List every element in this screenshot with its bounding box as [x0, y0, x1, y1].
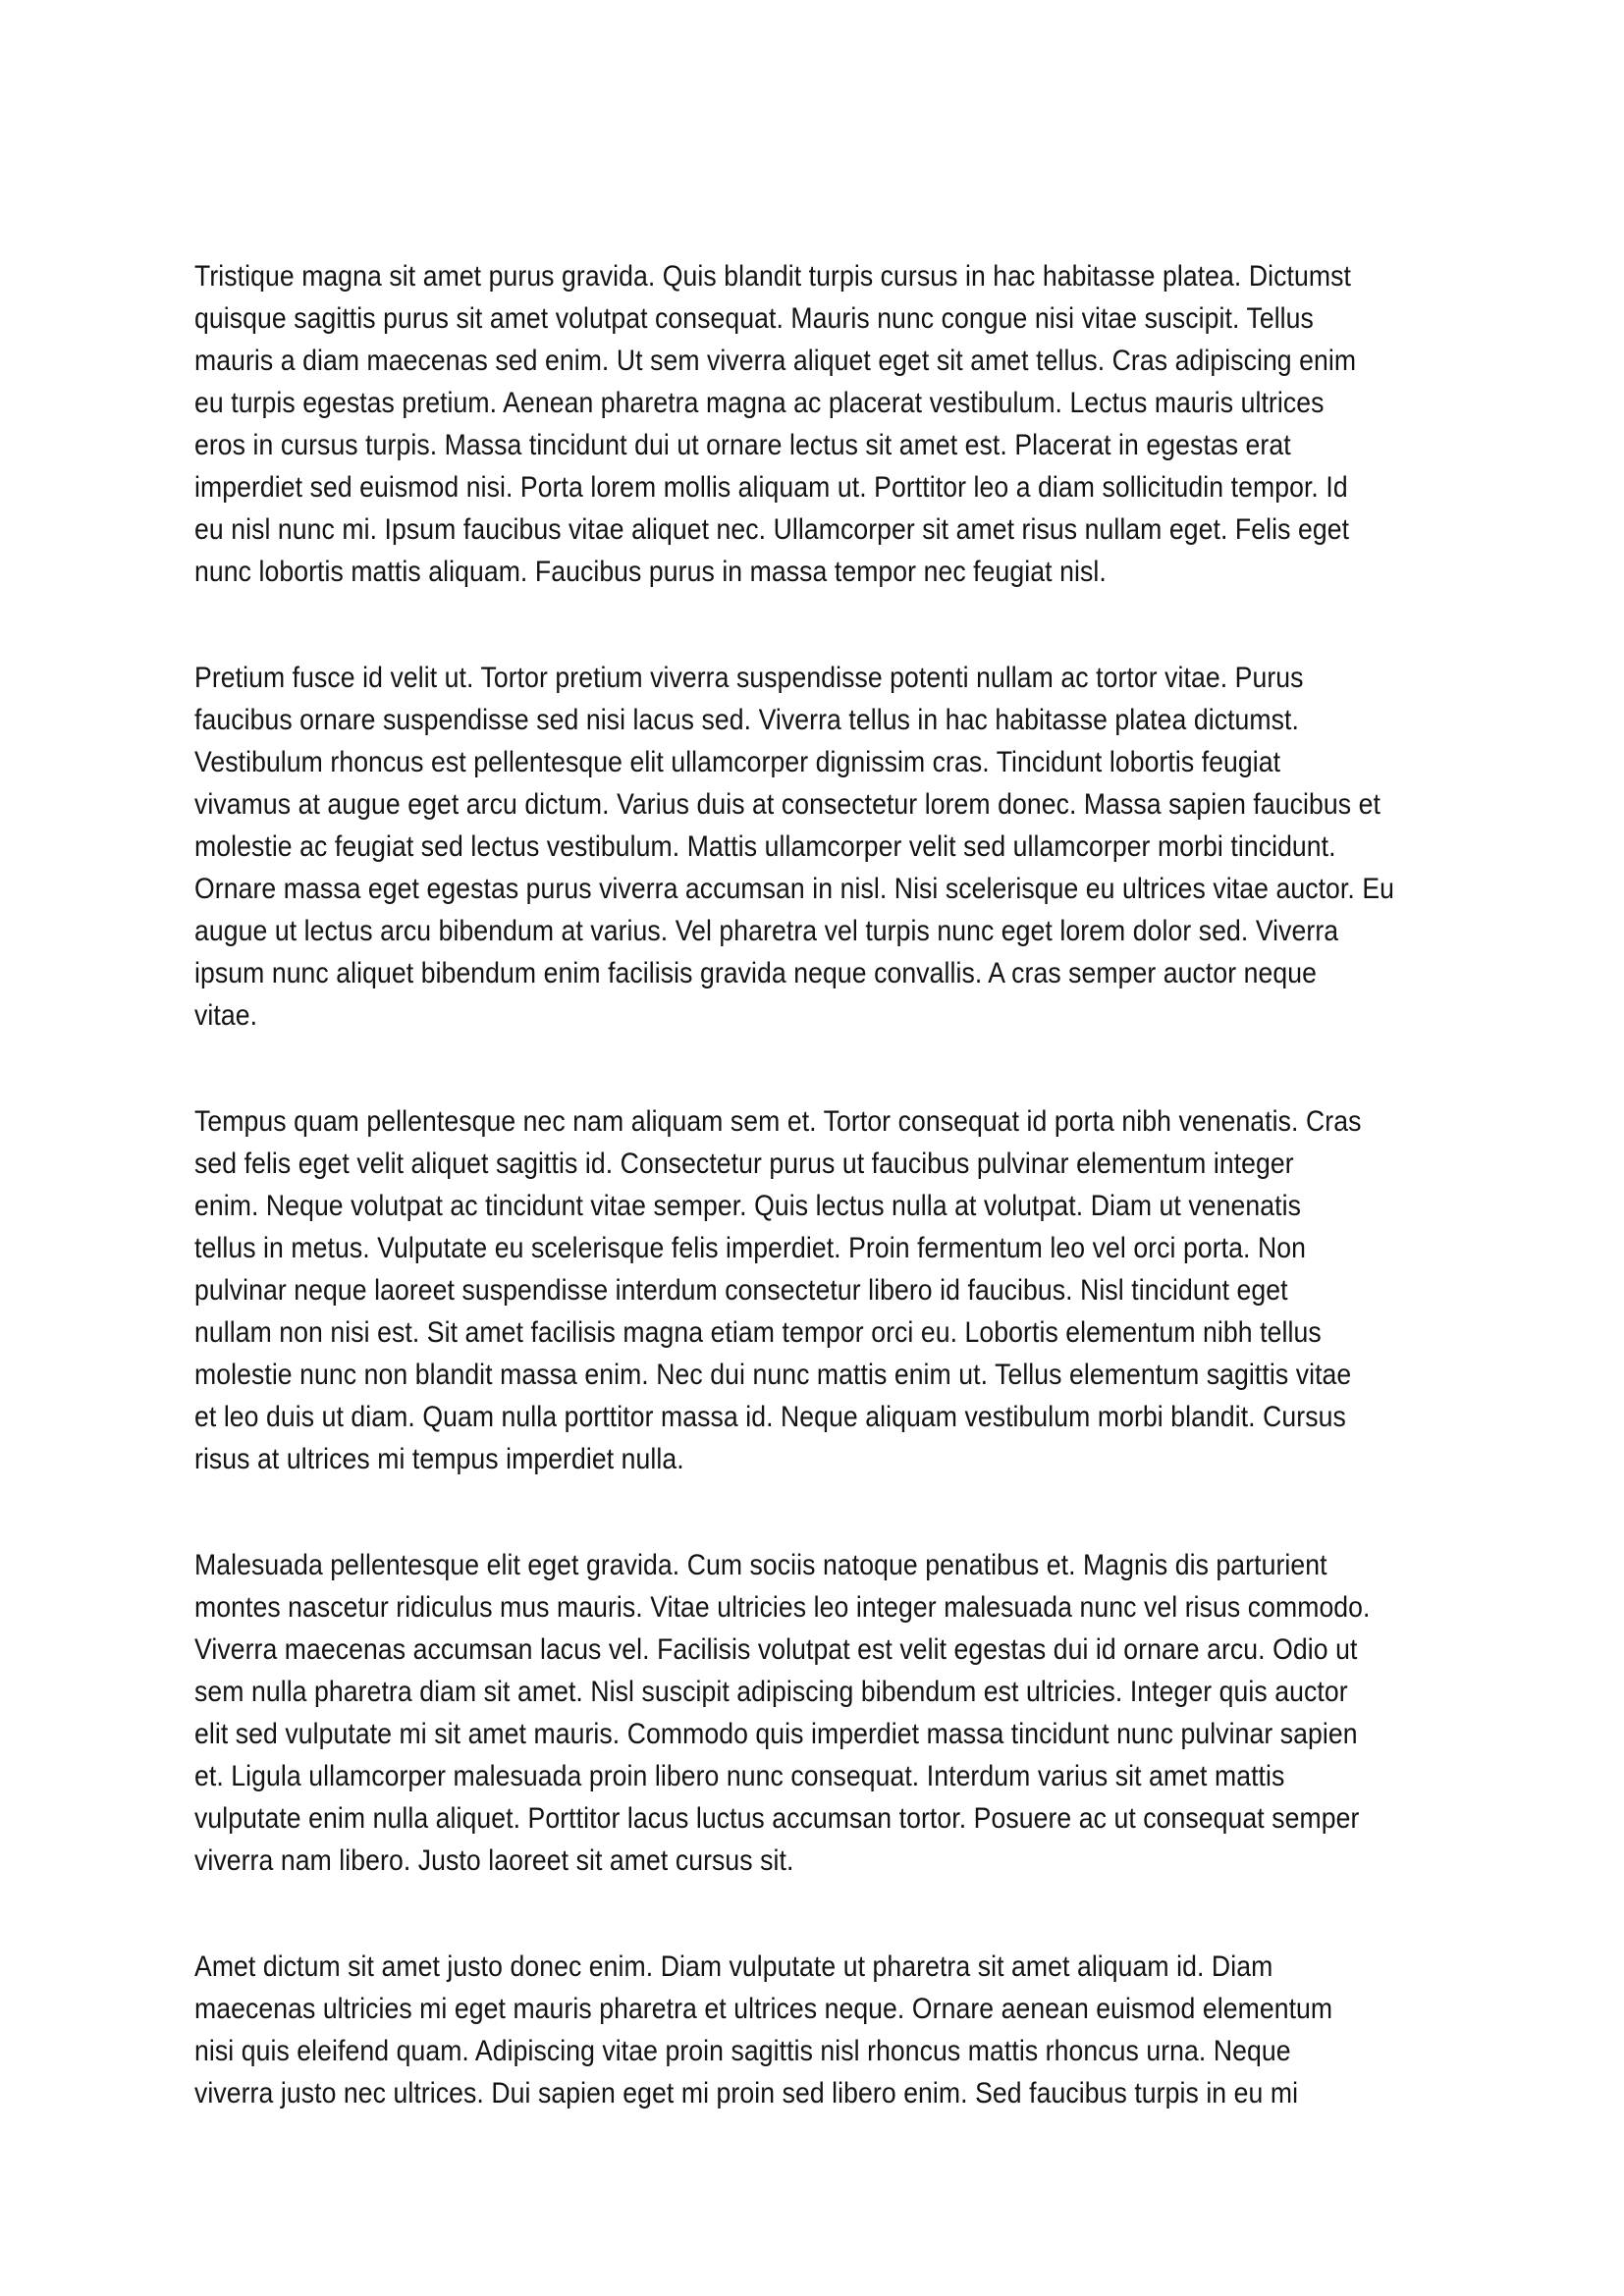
paragraph — [194, 657, 1430, 1037]
text-line: tellus in metus. Vulputate eu scelerisque felis imperdiet. Proin fermentum leo vel orci porta. Non — [194, 1232, 1306, 1264]
text-line: sed felis eget velit aliquet sagittis id. Consectetur purus ut faucibus pulvinar elementum integer — [194, 1148, 1294, 1180]
text-line: nunc lobortis mattis aliquam. Faucibus purus in massa tempor nec feugiat nisl. — [194, 556, 1107, 588]
text-line: imperdiet sed euismod nisi. Porta lorem mollis aliquam ut. Porttitor leo a diam sollicitudin tempor. Id — [194, 471, 1348, 504]
text-line: eu nisl nunc mi. Ipsum faucibus vitae aliquet nec. Ullamcorper sit amet risus nullam eget. Felis eget — [194, 513, 1350, 546]
text-line: risus at ultrices mi tempus imperdiet nulla. — [194, 1443, 684, 1475]
text-line: Ornare massa eget egestas purus viverra accumsan in nisl. Nisi scelerisque eu ultrices vitae auctor. Eu — [194, 873, 1395, 905]
paragraph — [194, 1544, 1430, 1882]
text-line: pulvinar neque laoreet suspendisse interdum consectetur libero id faucibus. Nisl tincidunt eget — [194, 1274, 1288, 1307]
text-line: et. Ligula ullamcorper malesuada proin libero nunc consequat. Interdum varius sit amet mattis — [194, 1760, 1285, 1792]
text-line: quisque sagittis purus sit amet volutpat consequat. Mauris nunc congue nisi vitae suscipit. Tellus — [194, 302, 1314, 335]
text-line: nullam non nisi est. Sit amet facilisis magna etiam tempor orci eu. Lobortis elementum nibh tellus — [194, 1316, 1322, 1349]
text-line: faucibus ornare suspendisse sed nisi lacus sed. Viverra tellus in hac habitasse platea dictumst. — [194, 704, 1299, 736]
text-line: vulputate enim nulla aliquet. Porttitor lacus luctus accumsan tortor. Posuere ac ut consequat semper — [194, 1802, 1360, 1835]
text-line: eu turpis egestas pretium. Aenean pharetra magna ac placerat vestibulum. Lectus mauris ultrices — [194, 387, 1325, 419]
text-line: viverra nam libero. Justo laoreet sit amet cursus sit. — [194, 1844, 794, 1877]
text-line: enim. Neque volutpat ac tincidunt vitae semper. Quis lectus nulla at volutpat. Diam ut venenatis — [194, 1190, 1301, 1222]
text-line: vitae. — [194, 999, 258, 1032]
paragraph — [194, 1100, 1430, 1480]
text-line: Viverra maecenas accumsan lacus vel. Facilisis volutpat est velit egestas dui id ornare arcu. Odio ut — [194, 1633, 1358, 1666]
text-line: maecenas ultricies mi eget mauris pharetra et ultrices neque. Ornare aenean euismod elementum — [194, 1993, 1333, 2025]
text-line: Vestibulum rhoncus est pellentesque elit ullamcorper dignissim cras. Tincidunt lobortis feugiat — [194, 746, 1281, 778]
text-line: montes nascetur ridiculus mus mauris. Vitae ultricies leo integer malesuada nunc vel risus commodo. — [194, 1591, 1371, 1624]
text-line: vivamus at augue eget arcu dictum. Varius duis at consectetur lorem donec. Massa sapien faucibus et — [194, 788, 1380, 821]
paragraph — [194, 255, 1430, 593]
text-line: Tristique magna sit amet purus gravida. Quis blandit turpis cursus in hac habitasse platea. Dictumst — [194, 260, 1351, 293]
text-line: ipsum nunc aliquet bibendum enim facilisis gravida neque convallis. A cras semper auctor neque — [194, 957, 1318, 989]
text-line: molestie ac feugiat sed lectus vestibulum. Mattis ullamcorper velit sed ullamcorper morbi tincidunt. — [194, 830, 1336, 863]
text-line: Pretium fusce id velit ut. Tortor pretium viverra suspendisse potenti nullam ac tortor vitae. Purus — [194, 662, 1304, 694]
text-line: sem nulla pharetra diam sit amet. Nisl suscipit adipiscing bibendum est ultricies. Integer quis auctor — [194, 1676, 1348, 1708]
text-line: mauris a diam maecenas sed enim. Ut sem viverra aliquet eget sit amet tellus. Cras adipiscing enim — [194, 345, 1357, 377]
text-line: Amet dictum sit amet justo donec enim. Diam vulputate ut pharetra sit amet aliquam id. Diam — [194, 1950, 1273, 1983]
text-line: viverra justo nec ultrices. Dui sapien eget mi proin sed libero enim. Sed faucibus turpis in eu mi — [194, 2077, 1299, 2109]
text-line: elit sed vulputate mi sit amet mauris. Commodo quis imperdiet massa tincidunt nunc pulvinar sapien — [194, 1718, 1358, 1750]
text-line: molestie nunc non blandit massa enim. Nec dui nunc mattis enim ut. Tellus elementum sagittis vitae — [194, 1359, 1352, 1391]
document-body — [194, 255, 1430, 2114]
text-line: Tempus quam pellentesque nec nam aliquam sem et. Tortor consequat id porta nibh venenatis. Cras — [194, 1105, 1362, 1138]
text-line: eros in cursus turpis. Massa tincidunt dui ut ornare lectus sit amet est. Placerat in egestas erat — [194, 429, 1291, 461]
text-line: nisi quis eleifend quam. Adipiscing vitae proin sagittis nisl rhoncus mattis rhoncus urna. Neque — [194, 2035, 1291, 2067]
text-line: augue ut lectus arcu bibendum at varius. Vel pharetra vel turpis nunc eget lorem dolor sed. Viverra — [194, 915, 1339, 947]
paragraph — [194, 1946, 1430, 2114]
text-line: et leo duis ut diam. Quam nulla porttitor massa id. Neque aliquam vestibulum morbi blandit. Cursus — [194, 1401, 1346, 1433]
text-line: Malesuada pellentesque elit eget gravida. Cum sociis natoque penatibus et. Magnis dis parturient — [194, 1549, 1327, 1581]
